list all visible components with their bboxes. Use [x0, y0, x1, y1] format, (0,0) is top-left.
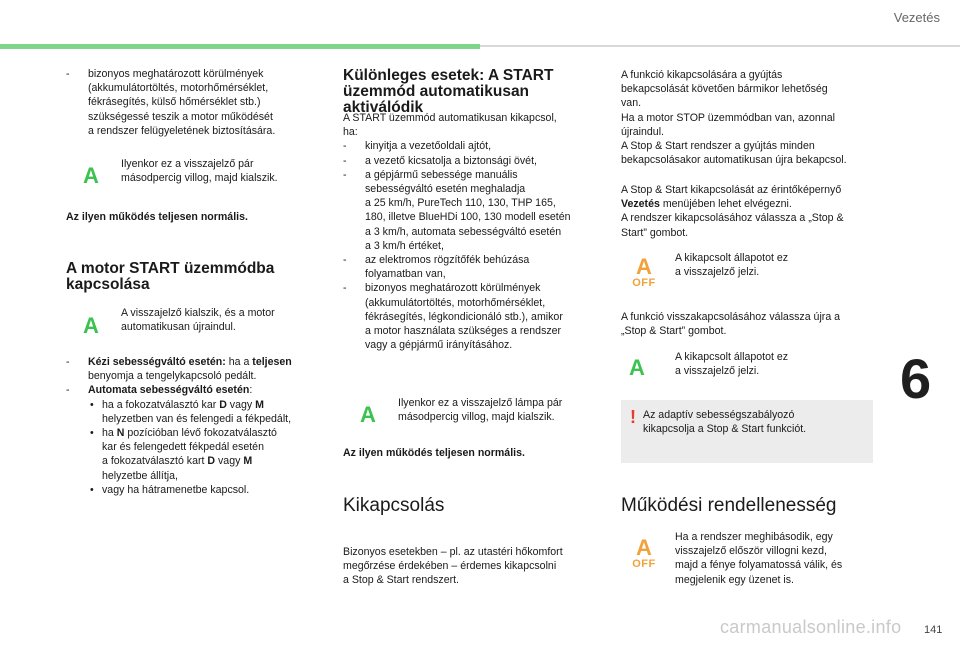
header-progress-bar [0, 44, 480, 49]
manual-gearbox-item: - Kézi sebességváltó esetén: ha a teljesen benyomja a tengelykapcsoló pedált. [66, 355, 328, 383]
section-label: Vezetés [893, 10, 940, 25]
col3-para2: A Stop & Start kikapcsolását az érintőképernyő Vezetés menüjében lehet elvégezni. A rendszer kikapcsolásához válassza a „Stop & Start” gombot. [621, 184, 844, 239]
list-item: - kinyitja a vezetőoldali ajtót, [343, 140, 492, 153]
text-line: helyzetben van és felengedi a fékpedált, [102, 412, 292, 425]
col1-icon1-text [121, 157, 321, 185]
heading-start-mode [66, 261, 326, 293]
heading-kikapcsolas: Kikapcsolás [343, 495, 445, 516]
list-item: - az elektromos rögzítőfék behúzása folyamatban van, [343, 254, 530, 281]
kikapcsolas-text [343, 545, 605, 588]
text-line: megőrzése érdekében – érdemes kikapcsolni [343, 560, 557, 573]
text-line: fékrásegítés, külső hőmérséklet stb.) [88, 96, 261, 109]
heading-line: aktiválódik [343, 99, 424, 116]
col1-icon2-text [121, 306, 321, 334]
special-cases-list [343, 111, 605, 352]
malfunction-text: Ha a rendszer meghibásodik, egy visszajelző először villogni kezd, majd a fénye folyamatossá válik, és megjelenik egy üzenet is. [675, 531, 843, 586]
heading-line: A motor START üzemmódba [66, 260, 275, 277]
text-line: (akkumulátortöltés, motorhőmérséklet, [88, 82, 269, 95]
col3-para1: A funkció kikapcsolására a gyújtás bekapcsolását követően bármikor lehetőség van. Ha a motor STOP üzemmódban van, azonnal újraindul. A Stop & Start rendszer a gyújtás minden bekapcsolásakor automatikusan újra bekapcsol. [621, 69, 847, 167]
warning-note-text: Az adaptív sebességszabályozó kikapcsolja a Stop & Start funkciót. [643, 409, 807, 436]
text-line: A visszajelző kialszik, és a motor [121, 307, 275, 319]
list-item: - a vezető kicsatolja a biztonsági övét, [343, 154, 537, 167]
text-line: másodpercig villog, majd kialszik. [398, 411, 555, 424]
text-line: Ilyenkor ez a visszajelző pár [121, 158, 254, 170]
col2-icon-text [398, 396, 603, 424]
chapter-number: 6 [900, 347, 932, 410]
a-icon-green: A [83, 313, 99, 338]
a-icon-green: A [360, 402, 376, 427]
heading-malfunction: Működési rendellenesség [621, 495, 837, 516]
warning-icon: ! [630, 407, 636, 427]
a-off-icon-orange: A OFF [632, 254, 656, 289]
col3-para3: A funkció visszakapcsolásához válassza újra a „Stop & Start” gombot. [621, 311, 841, 338]
watermark: carmanualsonline.info [720, 617, 902, 637]
a-icon-green: A [83, 163, 99, 188]
bullet-item: • ha N pozícióban lévő fokozatválasztó kar és felengedett fékpedál esetén a fokozatválasztó kart D vagy M helyzetbe állítja, [66, 426, 328, 483]
heading-special-cases [343, 68, 593, 116]
text-line: a Stop & Start rendszert. [343, 574, 459, 587]
list-item: - a gépjármű sebessége manuális sebességváltó esetén meghaladja a 25 km/h, PureTech 110, 130, THP 165, 180, illetve BlueHDi 100, 130 modell esetén a 3 km/h, automata sebességváltó esetén a 3 km/h értéket, [343, 168, 571, 252]
text-line: vagy ha hátramenetbe kapcsol. [102, 483, 250, 496]
header-rule [480, 45, 960, 47]
text-line: kar és felengedett fékpedál esetén [102, 441, 264, 454]
automatic-gearbox-item: - Automata sebességváltó esetén: [66, 384, 253, 397]
heading-line: kapcsolása [66, 276, 150, 293]
col1-dash-item: - bizonyos meghatározott körülmények (akkumulátortöltés, motorhőmérséklet, fékrásegítés, külső hőmérséklet stb.) szükségessé teszik a motor működését a rendszer felügyeletének biztosítására. [66, 67, 316, 138]
text-line: másodpercig villog, majd kialszik. [121, 172, 278, 185]
icon-on-text: A kikapcsolt állapotot ez a visszajelző jelzi. [675, 351, 789, 378]
bullet-item: • ha a fokozatválasztó kar D vagy M helyzetben van és felengedi a fékpedált, [66, 398, 328, 426]
heading-line: üzemmód automatikusan [343, 83, 530, 100]
page-number: 141 [924, 624, 943, 636]
normal-notice: Az ilyen működés teljesen normális. [66, 211, 248, 223]
text-line: ha: [343, 126, 358, 139]
text-line: benyomja a tengelykapcsoló pedált. [88, 370, 257, 383]
heading-line: Különleges esetek: A START [343, 67, 554, 84]
text-line: Bizonyos esetekben – pl. az utastéri hőkomfort [343, 546, 563, 558]
a-off-icon-orange: A OFF [632, 535, 656, 570]
icon-off-text: A kikapcsolt állapotot ez a visszajelző jelzi. [675, 252, 789, 279]
text-line: Ilyenkor ez a visszajelző lámpa pár [398, 397, 563, 409]
text-line: szükségessé teszik a motor működését [88, 110, 273, 123]
bullet-item: • vagy ha hátramenetbe kapcsol. [66, 483, 328, 497]
text-line: A START üzemmód automatikusan kikapcsol, [343, 112, 557, 124]
a-icon-green: A [629, 355, 645, 380]
text-line: bizonyos meghatározott körülmények [88, 68, 264, 80]
list-item: - bizonyos meghatározott körülmények (akkumulátortöltés, motorhőmérséklet, fékrásegítés, légkondicionáló stb.), amikor a motor használata szükséges a rendszer vagy a gépjármű irányításához. [343, 282, 563, 352]
text-line: helyzetbe állítja, [102, 469, 178, 482]
text-line: automatikusan újraindul. [121, 321, 236, 334]
gearbox-list [66, 355, 328, 497]
normal-notice: Az ilyen működés teljesen normális. [343, 447, 525, 459]
text-line: a rendszer felügyeletének biztosítására. [88, 124, 276, 137]
